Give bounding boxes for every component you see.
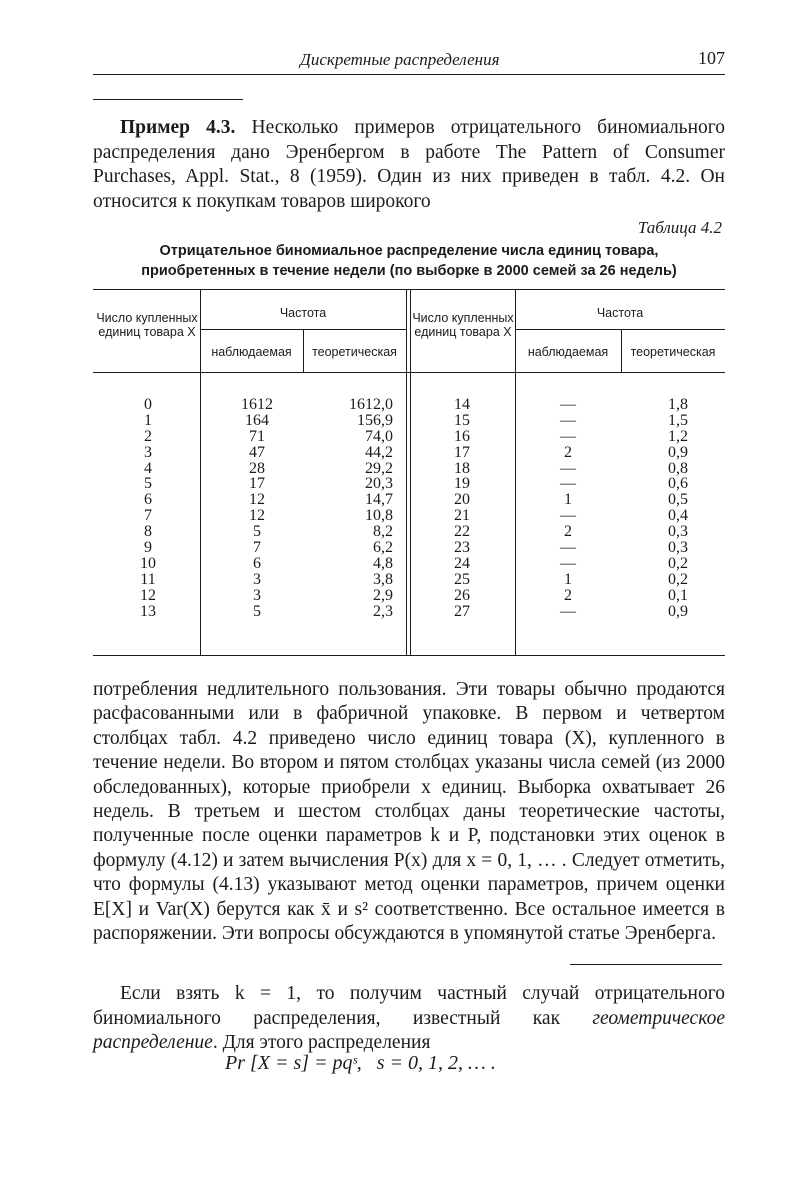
table-cell-x: 3	[144, 443, 152, 461]
running-header-title: Дискретные распределения	[300, 50, 500, 69]
geometric-text-before: Если взять k = 1, то получим частный случай отрицательного биномиального распределения, известный как	[93, 983, 725, 1029]
column-observed-right	[543, 397, 593, 619]
column-observed-left	[232, 397, 282, 619]
table-divider-x-left	[200, 289, 201, 655]
table-cell-theoretical: 0,8	[668, 459, 688, 477]
table-cell-observed: 6	[253, 554, 261, 572]
table-cell-theoretical: 0,6	[668, 475, 688, 493]
geometric-text-after: . Для этого распределения	[212, 1032, 431, 1054]
table-cell-theoretical: 0,9	[668, 443, 688, 461]
table-cell-x: 12	[140, 586, 156, 604]
table-title-line-1: Отрицательное биномиальное распределение числа единиц товара,	[159, 243, 659, 259]
table-caption: Таблица 4.2	[637, 218, 722, 237]
table-cell-observed: 164	[245, 411, 269, 429]
table-cell-x: 16	[454, 427, 470, 445]
table-cell-theoretical: 1,8	[668, 396, 688, 413]
table-cell-observed: 1612	[241, 396, 273, 413]
table-cell-observed: 7	[253, 539, 261, 557]
table-cell-theoretical: 0,4	[668, 507, 688, 525]
body-paragraph: потребления недлительного пользования. Эти товары обычно продаются расфасованными или в фабричной упаковке. В первом и четвертом столбцах табл. 4.2 приведено число единиц товара (X), купленного в течение недели. Во втором и пятом столбцах указаны числа семей (из 2000 обследованных), которые приобрели x единиц. Выборка охватывает 26 недель. В третьем и шестом столбцах даны теоретические частоты, полученные после оценки параметров k и P, подстановки этих оценок в формулу (4.12) и затем вычисления P(x) для x = 0, 1, … . Следует отметить, что формулы (4.13) указывают метод оценки параметров, причем оценки E[X] и Var(X) берутся как x̄ и s² соответственно. Все остальное имеется в распоряжении. Эти вопросы обсуждаются в упомянутой статье Эренберга.	[93, 679, 725, 945]
geometric-paragraph	[93, 982, 725, 1056]
table-cell-theoretical: 6,2	[373, 539, 393, 557]
table-cell-theoretical: 2,3	[373, 602, 393, 620]
header-observed-left: наблюдаемая	[211, 345, 292, 359]
header-units-right: Число купленных единиц товара X	[412, 311, 514, 339]
table-cell-x: 25	[454, 570, 470, 588]
table-cell-x: 6	[144, 491, 152, 509]
header-theoretical-left: теоретическая	[312, 345, 397, 359]
table-cell-x: 23	[454, 539, 470, 557]
table-cell-observed: 71	[249, 427, 265, 445]
header-units-left: Число купленных единиц товара X	[96, 311, 198, 339]
table-cell-observed: 3	[253, 570, 261, 588]
table-header-rule	[93, 372, 725, 373]
example-label: Пример 4.3.	[120, 117, 236, 138]
table-cell-observed: 47	[249, 443, 265, 461]
table-cell-observed: —	[560, 554, 576, 572]
formula: Pr [X = s] = pqˢ, s = 0, 1, 2, … .	[225, 1052, 496, 1074]
table-cell-observed: 5	[253, 602, 261, 620]
table-cell-observed: —	[560, 427, 576, 445]
table-cell-x: 24	[454, 554, 470, 572]
table-cell-theoretical: 74,0	[365, 427, 393, 445]
section-start-rule	[93, 99, 243, 100]
header-frequency-right: Частота	[596, 306, 644, 320]
table-cell-x: 0	[144, 396, 152, 413]
table-cell-x: 15	[454, 411, 470, 429]
table-cell-observed: 12	[249, 491, 265, 509]
table-cell-observed: 12	[249, 507, 265, 525]
table-cell-theoretical: 0,9	[668, 602, 688, 620]
table-cell-theoretical: 14,7	[365, 491, 393, 509]
table-divider-obs-right	[621, 329, 622, 372]
table-cell-x: 19	[454, 475, 470, 493]
table-divider-x-right	[515, 289, 516, 655]
table-cell-theoretical: 4,8	[373, 554, 393, 572]
header-rule	[93, 74, 725, 75]
table-cell-observed: 1	[564, 570, 572, 588]
column-x-right	[442, 397, 482, 619]
table-cell-theoretical: 0,3	[668, 539, 688, 557]
table-cell-observed: —	[560, 475, 576, 493]
table-cell-theoretical: 2,9	[373, 586, 393, 604]
example-paragraph	[93, 116, 725, 214]
table-cell-observed: 17	[249, 475, 265, 493]
header-theoretical-right: теоретическая	[630, 345, 716, 359]
table-cell-theoretical: 1612,0	[349, 396, 393, 413]
example-text: Несколько примеров отрицательного биномиального распределения дано Эренбергом в работе The Pattern of Consumer Purchases, Appl. Stat., 8 (1959). Один из них приведен в табл. 4.2. Он относится к покупкам товаров широкого	[93, 117, 726, 212]
table-cell-x: 18	[454, 459, 470, 477]
frequency-subheader-rule-left	[200, 329, 407, 330]
table-cell-x: 26	[454, 586, 470, 604]
table-cell-theoretical: 20,3	[365, 475, 393, 493]
table-top-rule	[93, 289, 725, 290]
table-cell-x: 14	[454, 396, 470, 413]
table-cell-theoretical: 1,5	[668, 411, 688, 429]
table-cell-observed: 1	[564, 491, 572, 509]
table-cell-theoretical: 156,9	[357, 411, 393, 429]
table-divider-middle-1	[406, 289, 407, 655]
table-cell-observed: 2	[564, 586, 572, 604]
table-cell-x: 5	[144, 475, 152, 493]
table-cell-x: 27	[454, 602, 470, 620]
table-cell-observed: 5	[253, 523, 261, 541]
table-cell-observed: —	[560, 411, 576, 429]
table-cell-observed: 2	[564, 523, 572, 541]
table-cell-theoretical: 0,5	[668, 491, 688, 509]
frequency-subheader-rule-right	[515, 329, 725, 330]
table-cell-x: 22	[454, 523, 470, 541]
table-divider-obs-left	[303, 329, 304, 372]
table-cell-observed: —	[560, 396, 576, 413]
table-cell-theoretical: 0,1	[668, 586, 688, 604]
table-cell-theoretical: 10,8	[365, 507, 393, 525]
table-cell-theoretical: 3,8	[373, 570, 393, 588]
table-cell-x: 1	[144, 411, 152, 429]
table-cell-x: 9	[144, 539, 152, 557]
header-observed-right: наблюдаемая	[527, 345, 609, 359]
table-cell-observed: 2	[564, 443, 572, 461]
table-cell-theoretical: 1,2	[668, 427, 688, 445]
section-end-rule	[570, 964, 722, 965]
table-title-line-2: приобретенных в течение недели (по выборке в 2000 семей за 26 недель)	[141, 263, 677, 279]
table-cell-theoretical: 0,2	[668, 554, 688, 572]
header-frequency-left: Частота	[279, 306, 327, 320]
table-title	[93, 241, 725, 281]
column-theoretical-left	[323, 397, 393, 619]
table-divider-middle-2	[410, 289, 411, 655]
table-cell-x: 20	[454, 491, 470, 509]
table-cell-x: 4	[144, 459, 152, 477]
table-cell-observed: 3	[253, 586, 261, 604]
table-cell-observed: 28	[249, 459, 265, 477]
column-x-left	[128, 397, 168, 619]
page-number: 107	[698, 48, 725, 68]
table-cell-theoretical: 8,2	[373, 523, 393, 541]
table-cell-theoretical: 29,2	[365, 459, 393, 477]
table-cell-x: 8	[144, 523, 152, 541]
geometric-term: геометрическое распределение	[93, 1007, 725, 1054]
table-cell-observed: —	[560, 602, 576, 620]
table-cell-x: 21	[454, 507, 470, 525]
table-cell-x: 11	[140, 570, 156, 588]
table-bottom-rule	[93, 655, 725, 656]
table-cell-theoretical: 0,3	[668, 523, 688, 541]
table-cell-theoretical: 44,2	[365, 443, 393, 461]
table-cell-x: 17	[454, 443, 470, 461]
table-cell-x: 7	[144, 507, 152, 525]
table-cell-theoretical: 0,2	[668, 570, 688, 588]
column-theoretical-right	[648, 397, 688, 619]
table-cell-observed: —	[560, 459, 576, 477]
table-cell-x: 13	[140, 602, 156, 620]
table-cell-x: 10	[140, 554, 156, 572]
table-cell-observed: —	[560, 539, 576, 557]
table-cell-x: 2	[144, 427, 152, 445]
table-cell-observed: —	[560, 507, 576, 525]
